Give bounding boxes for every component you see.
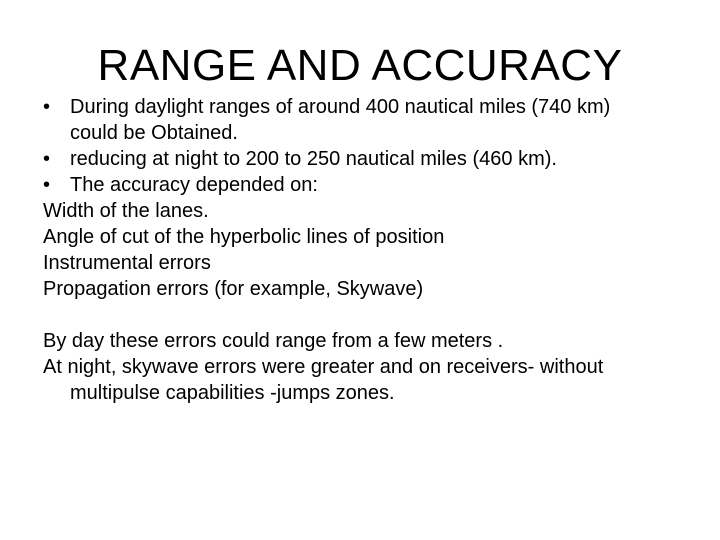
- bullet-icon: •: [43, 174, 51, 196]
- factor-angle-of-cut: Angle of cut of the hyperbolic lines of position: [43, 226, 445, 248]
- bullet-text-continued: could be Obtained.: [70, 122, 238, 144]
- note-night-errors-continued: multipulse capabilities -jumps zones.: [70, 382, 395, 404]
- factor-instrumental-errors: Instrumental errors: [43, 252, 211, 274]
- factor-width-of-lanes: Width of the lanes.: [43, 200, 209, 222]
- bullet-text: reducing at night to 200 to 250 nautical miles (460 km).: [70, 148, 557, 170]
- bullet-item-daylight-range-continued: [43, 120, 683, 146]
- slide-title: RANGE AND ACCURACY: [97, 41, 623, 90]
- bullet-icon: •: [43, 96, 51, 118]
- bullet-text: The accuracy depended on:: [70, 174, 318, 196]
- note-day-errors: By day these errors could range from a few meters .: [43, 330, 504, 352]
- slide-body: [43, 94, 683, 406]
- factor-propagation-errors: Propagation errors (for example, Skywave): [43, 278, 424, 300]
- bullet-item-accuracy: [43, 172, 683, 198]
- bullet-item-night-range: [43, 146, 683, 172]
- paragraph-spacer: [43, 302, 683, 328]
- bullet-icon: •: [43, 148, 51, 170]
- bullet-item-daylight-range: [43, 94, 683, 120]
- note-night-errors: At night, skywave errors were greater and on receivers- without: [43, 356, 604, 378]
- bullet-text: During daylight ranges of around 400 nautical miles (740 km): [70, 96, 611, 118]
